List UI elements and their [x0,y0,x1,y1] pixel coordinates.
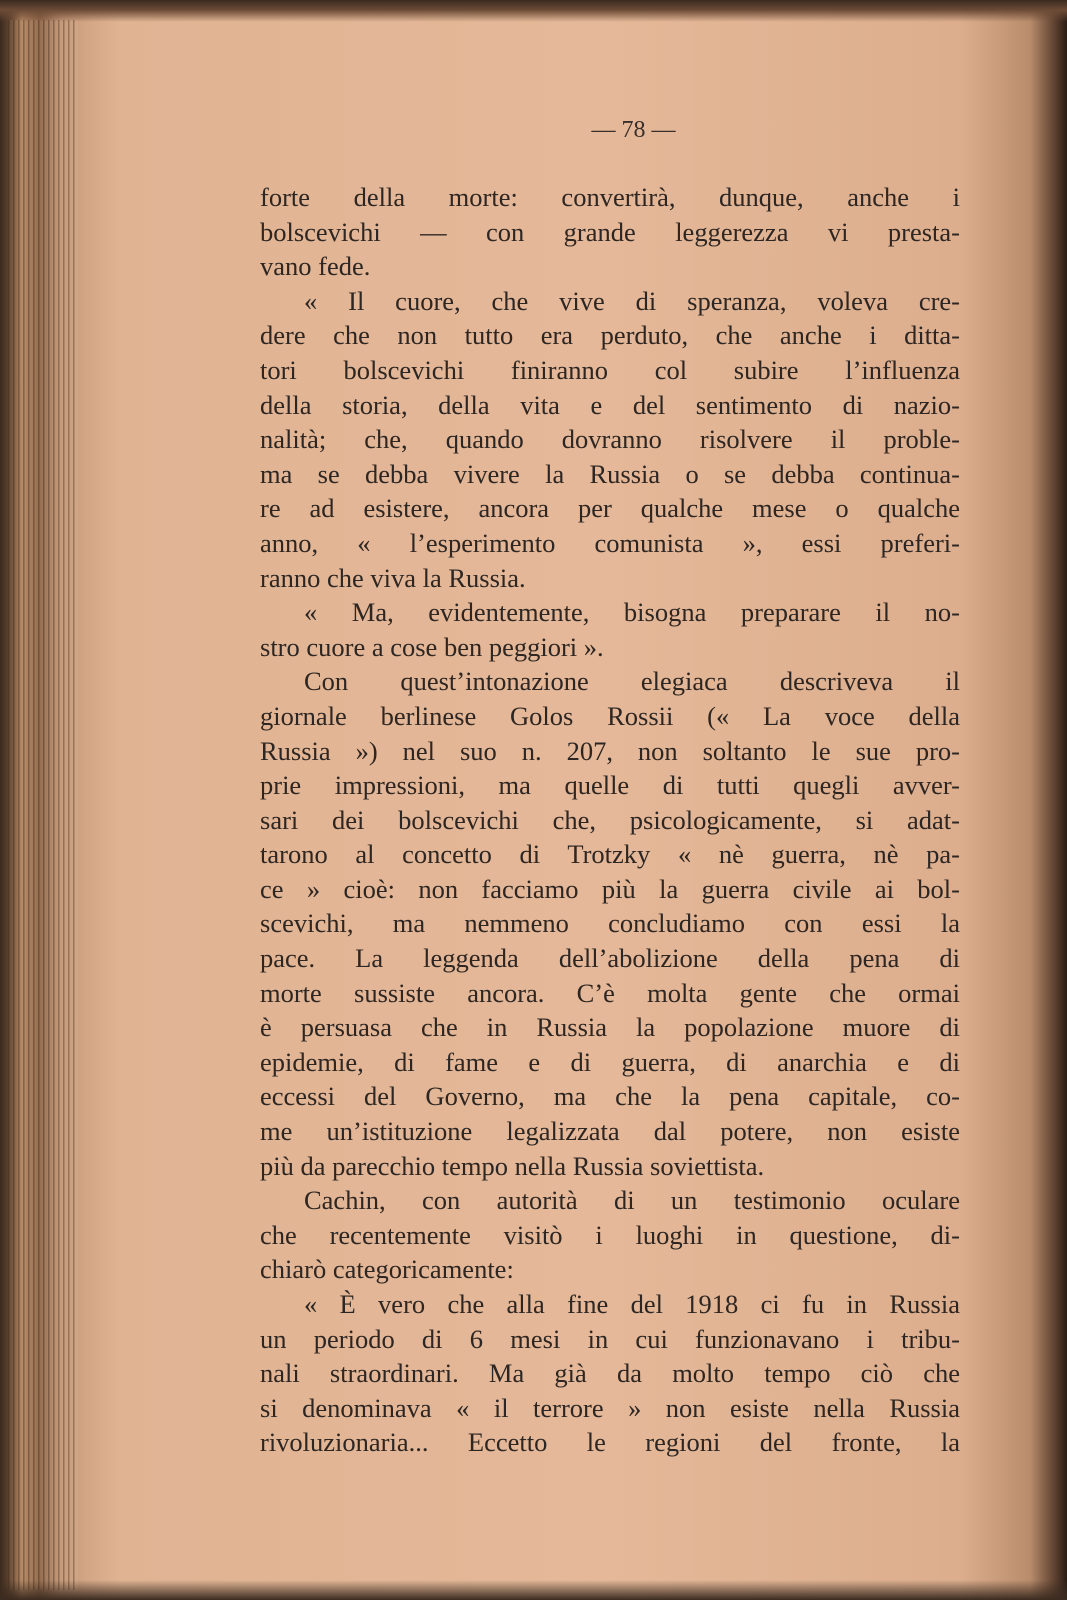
text-line: nali straordinari. Ma già da molto tempo ciò che [260,1358,960,1389]
text-line: tori bolscevichi finiranno col subire l’influenza [260,354,960,385]
text-line: pace. La leggenda dell’abolizione della pena di [260,943,960,974]
text-line: tarono al concetto di Trotzky « nè guerra, nè pa- [260,839,960,870]
text-line: « È vero che alla fine del 1918 ci fu in Russia [304,1289,960,1319]
page-number: — 78 — [591,117,676,143]
text-line: epidemie, di fame e di guerra, di anarchia e di [260,1046,960,1077]
text-line: ranno che viva la Russia. [260,562,526,593]
text-line: stro cuore a cose ben peggiori ». [260,631,604,662]
text-line: me un’istituzione legalizzata dal potere, non esiste [260,1116,960,1147]
text-line: forte della morte: convertirà, dunque, anche i [260,182,960,212]
text-line: morte sussiste ancora. C’è molta gente che ormai [260,977,960,1008]
text-line: Con quest’intonazione elegiaca descriveva il [304,666,960,697]
text-line: anno, « l’esperimento comunista », essi preferi- [260,527,960,558]
text-line: rivoluzionaria... Eccetto le regioni del fronte, la [260,1427,960,1458]
text-line: giornale berlinese Golos Rossii (« La voce della [260,700,960,731]
body-text [260,180,960,1460]
bottom-shadow [0,1580,1067,1600]
text-line: « Il cuore, che vive di speranza, voleva cre- [304,285,960,316]
text-line: che recentemente visitò i luoghi in questione, di- [260,1219,960,1250]
text-line: vano fede. [260,251,371,282]
text-line: della storia, della vita e del sentimento di nazio- [260,389,960,420]
text-line: « Ma, evidentemente, bisogna preparare il no- [304,597,960,628]
text-line: chiarò categoricamente: [260,1254,514,1285]
text-line: un periodo di 6 mesi in cui funzionavano i tribu- [260,1323,960,1354]
text-line: ce » cioè: non facciamo più la guerra civile ai bol- [260,873,960,904]
page-edges [8,20,78,1590]
text-line: ma se debba vivere la Russia o se debba continua- [260,458,960,489]
text-line: scevichi, ma nemmeno concludiamo con essi la [260,908,960,939]
text-line: nalità; che, quando dovranno risolvere il proble- [260,424,960,455]
text-line: prie impressioni, ma quelle di tutti quegli avver- [260,770,960,801]
text-line: sari dei bolscevichi che, psicologicamente, si adat- [260,804,960,835]
text-line: Russia ») nel suo n. 207, non soltanto le sue pro- [260,735,960,766]
text-line: dere che non tutto era perduto, che anche i ditta- [260,320,960,351]
text-line: è persuasa che in Russia la popolazione muore di [260,1012,960,1043]
text-line: Cachin, con autorità di un testimonio oculare [304,1185,960,1216]
text-line: eccessi del Governo, ma che la pena capitale, co- [260,1081,960,1112]
text-line: bolscevichi — con grande leggerezza vi presta- [260,216,960,247]
top-shadow [0,0,1067,22]
text-line: si denominava « il terrore » non esiste nella Russia [260,1392,960,1423]
text-line: più da parecchio tempo nella Russia soviettista. [260,1150,765,1181]
text-line: re ad esistere, ancora per qualche mese o qualche [260,493,960,524]
